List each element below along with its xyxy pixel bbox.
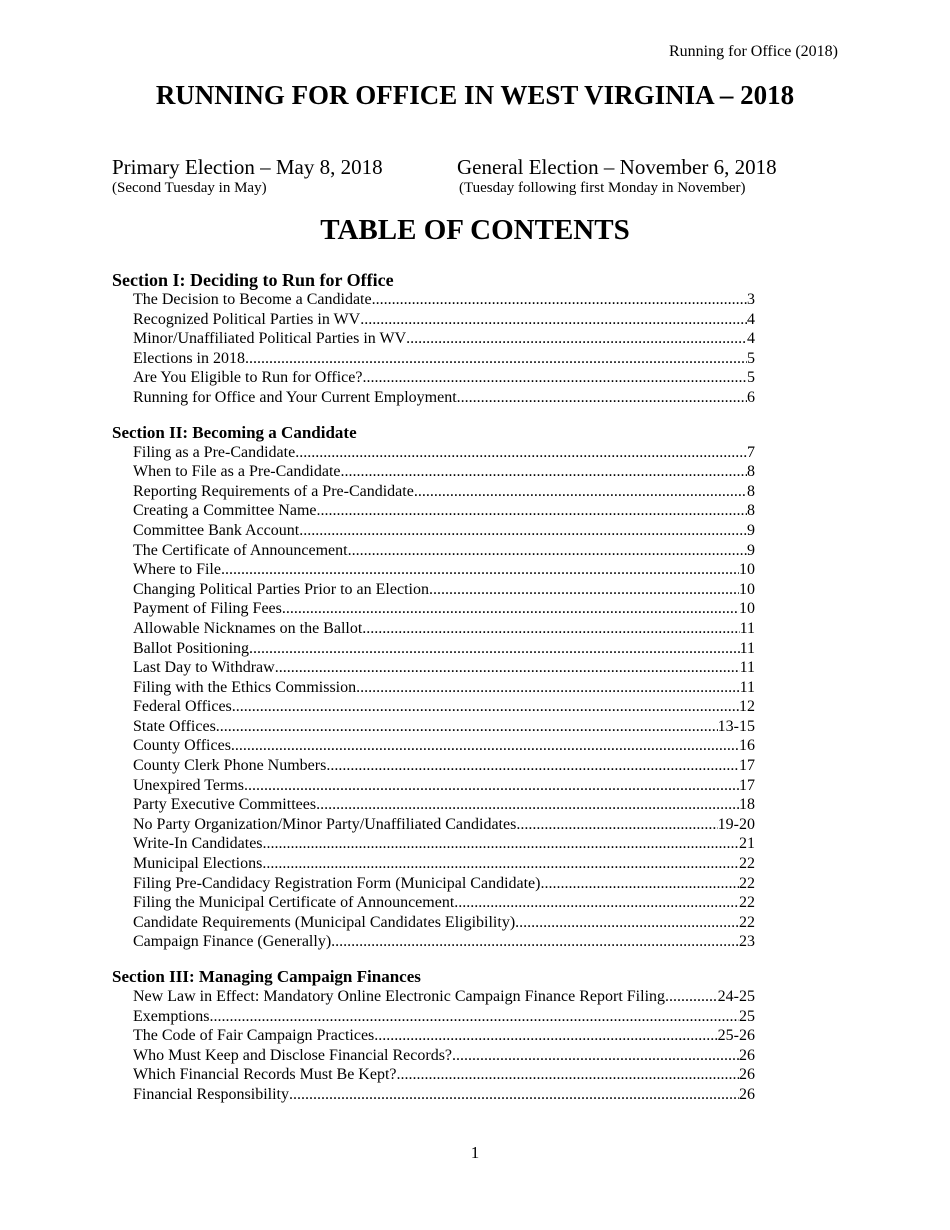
toc-entry[interactable]: [133, 639, 755, 659]
toc-entry[interactable]: [133, 599, 755, 619]
dot-leader: [515, 913, 739, 933]
toc-entry[interactable]: [133, 349, 755, 369]
dot-leader: [231, 736, 739, 756]
toc-entry[interactable]: [133, 388, 755, 408]
section-heading: Section II: Becoming a Candidate: [112, 422, 357, 442]
dot-leader: [457, 388, 747, 408]
toc-entry-page: 26: [739, 1046, 755, 1064]
toc-entry-label: County Offices: [133, 737, 231, 755]
toc-entry[interactable]: [133, 678, 755, 698]
dot-leader: [216, 717, 718, 737]
toc-entry-page: 8: [747, 482, 755, 500]
dot-leader: [454, 893, 739, 913]
toc-entry[interactable]: [133, 443, 755, 463]
section-heading: Section I: Deciding to Run for Office: [112, 270, 394, 290]
toc-entry[interactable]: [133, 736, 755, 756]
primary-election-note: (Second Tuesday in May): [112, 180, 267, 196]
toc-entry-label: Federal Offices: [133, 698, 232, 716]
toc-entry-label: Creating a Committee Name: [133, 502, 317, 520]
toc-entry-page: 10: [739, 561, 755, 579]
toc-entry[interactable]: [133, 329, 755, 349]
dot-leader: [665, 987, 718, 1007]
toc-entry[interactable]: [133, 310, 755, 330]
toc-entry-label: Candidate Requirements (Municipal Candidates Eligibility): [133, 913, 516, 931]
toc-entry[interactable]: [133, 482, 755, 502]
toc-entry-page: 11: [739, 678, 755, 696]
toc-entry-label: Filing the Municipal Certificate of Announcement: [133, 894, 455, 912]
toc-entry-label: Financial Responsibility: [133, 1085, 289, 1103]
toc-entry-page: 4: [747, 310, 755, 328]
dot-leader: [372, 290, 747, 310]
toc-entry-page: 11: [739, 619, 755, 637]
dot-leader: [289, 1085, 739, 1105]
dot-leader: [374, 1026, 717, 1046]
toc-entry-label: Changing Political Parties Prior to an Election: [133, 580, 429, 598]
dot-leader: [406, 329, 747, 349]
toc-entry[interactable]: [133, 795, 755, 815]
dot-leader: [516, 815, 717, 835]
toc-entry-label: Which Financial Records Must Be Kept?: [133, 1066, 397, 1084]
dot-leader: [341, 462, 748, 482]
toc-entry-page: 5: [747, 349, 755, 367]
toc-entry-label: Allowable Nicknames on the Ballot: [133, 619, 363, 637]
dot-leader: [326, 756, 739, 776]
toc-entry-page: 7: [747, 443, 755, 461]
toc-entry-label: Where to File: [133, 561, 221, 579]
dot-leader: [244, 776, 739, 796]
toc-entry[interactable]: [133, 834, 755, 854]
toc-entry-label: Who Must Keep and Disclose Financial Records?: [133, 1046, 453, 1064]
toc-entry-page: 9: [747, 521, 755, 539]
dot-leader: [209, 1007, 739, 1027]
toc-entry[interactable]: [133, 756, 755, 776]
primary-election: [112, 154, 383, 196]
toc-entry-label: Write-In Candidates: [133, 835, 263, 853]
toc-entry-page: 19-20: [717, 815, 755, 833]
toc-entry-page: 11: [739, 639, 755, 657]
toc-entry-page: 11: [739, 659, 755, 677]
toc-section: [112, 270, 755, 408]
general-election-date: General Election – November 6, 2018: [457, 155, 777, 179]
toc-entry[interactable]: [133, 462, 755, 482]
dot-leader: [362, 368, 747, 388]
primary-election-date: Primary Election – May 8, 2018: [112, 155, 383, 179]
page-number: 1: [470, 1143, 480, 1162]
toc-entry-page: 4: [747, 330, 755, 348]
toc-entry-page: 10: [739, 600, 755, 618]
toc-entry-label: State Offices: [133, 717, 216, 735]
toc-entry-page: 24-25: [717, 988, 755, 1005]
toc-entry[interactable]: [133, 1026, 755, 1046]
toc-entry-label: Committee Bank Account: [133, 521, 300, 539]
general-election: [457, 154, 777, 196]
toc-entry[interactable]: [133, 290, 755, 310]
dot-leader: [262, 854, 739, 874]
toc-entry-label: Ballot Positioning: [133, 639, 250, 657]
toc-entry[interactable]: [133, 501, 755, 521]
toc-entry-label: The Decision to Become a Candidate: [133, 291, 372, 308]
toc-entry[interactable]: [133, 1065, 755, 1085]
toc-entry-label: Recognized Political Parties in WV: [133, 310, 361, 328]
toc-entry[interactable]: [133, 874, 755, 894]
toc-entry-label: Last Day to Withdraw: [133, 659, 275, 677]
toc-section: [112, 423, 755, 952]
toc-entry-label: Filing Pre-Candidacy Registration Form (Municipal Candidate): [133, 874, 541, 892]
dot-leader: [397, 1065, 740, 1085]
dot-leader: [232, 697, 739, 717]
toc-entry-label: New Law in Effect: Mandatory Online Electronic Campaign Finance Report Filing: [133, 988, 666, 1005]
toc-entry-label: Campaign Finance (Generally): [133, 933, 332, 951]
toc-entry-page: 13-15: [717, 717, 755, 735]
dot-leader: [316, 795, 739, 815]
dot-leader: [263, 834, 739, 854]
toc-entry-page: 5: [747, 369, 755, 387]
toc-entry[interactable]: [133, 717, 755, 737]
toc-entry-label: Reporting Requirements of a Pre-Candidate: [133, 482, 414, 500]
dot-leader: [249, 639, 740, 659]
dot-leader: [348, 541, 747, 561]
toc-entry-page: 22: [739, 913, 755, 931]
toc-entry[interactable]: [133, 521, 755, 541]
toc-section: [112, 967, 755, 1105]
toc-entry-page: 17: [739, 776, 755, 794]
toc-entry[interactable]: [133, 658, 755, 678]
dot-leader: [540, 874, 739, 894]
toc-entry[interactable]: [133, 913, 755, 933]
toc-entry-page: 12: [739, 698, 755, 716]
toc-entry-label: Unexpired Terms: [133, 776, 244, 794]
dot-leader: [356, 678, 739, 698]
toc-entry-page: 23: [739, 933, 755, 951]
toc-entry-label: The Code of Fair Campaign Practices: [133, 1027, 375, 1045]
dot-leader: [282, 599, 739, 619]
toc-entry[interactable]: [133, 987, 755, 1007]
dot-leader: [317, 501, 748, 521]
toc-entry-page: 8: [747, 502, 755, 520]
dot-leader: [245, 349, 747, 369]
toc-entry-label: Elections in 2018: [133, 349, 245, 367]
toc-title: TABLE OF CONTENTS: [320, 214, 630, 246]
dot-leader: [295, 443, 747, 463]
toc-entry-page: 21: [739, 835, 755, 853]
toc-entry[interactable]: [133, 1046, 755, 1066]
dot-leader: [452, 1046, 739, 1066]
toc-entry-page: 22: [739, 874, 755, 892]
toc-entry[interactable]: [133, 854, 755, 874]
toc-entry-page: 8: [747, 463, 755, 481]
dot-leader: [299, 521, 747, 541]
dot-leader: [331, 932, 739, 952]
section-heading: Section III: Managing Campaign Finances: [112, 967, 421, 986]
dot-leader: [275, 658, 740, 678]
toc-entry-label: County Clerk Phone Numbers: [133, 757, 327, 775]
toc-entry-page: 22: [739, 855, 755, 873]
toc-entry-label: Minor/Unaffiliated Political Parties in WV: [133, 330, 407, 348]
toc-entry-page: 9: [747, 541, 755, 559]
toc-entry-label: Are You Eligible to Run for Office?: [133, 369, 363, 387]
general-election-note: (Tuesday following first Monday in November): [459, 180, 746, 196]
toc-entry[interactable]: [133, 815, 755, 835]
toc-entry-label: Party Executive Committees: [133, 796, 317, 814]
table-of-contents: [112, 270, 755, 1120]
toc-entry-page: 17: [739, 757, 755, 775]
toc-entry[interactable]: [133, 1085, 755, 1105]
toc-entry[interactable]: [133, 619, 755, 639]
toc-entry[interactable]: [133, 541, 755, 561]
toc-entry-page: 26: [739, 1066, 755, 1084]
toc-entry-label: Filing as a Pre-Candidate: [133, 443, 296, 461]
toc-entry[interactable]: [133, 776, 755, 796]
toc-entry-label: Exemptions: [133, 1007, 210, 1025]
toc-entry[interactable]: [133, 932, 755, 952]
toc-entry-page: 3: [747, 291, 755, 308]
toc-entry-label: When to File as a Pre-Candidate: [133, 463, 341, 481]
toc-entry-label: The Certificate of Announcement: [133, 541, 348, 559]
toc-entry[interactable]: [133, 368, 755, 388]
toc-entry-page: 22: [739, 894, 755, 912]
toc-entry-page: 10: [739, 580, 755, 598]
toc-entry-page: 25-26: [717, 1027, 755, 1045]
dot-leader: [429, 580, 739, 600]
toc-entry-label: Payment of Filing Fees: [133, 600, 282, 618]
toc-entry-label: Filing with the Ethics Commission: [133, 678, 357, 696]
toc-entry[interactable]: [133, 560, 755, 580]
dot-leader: [414, 482, 747, 502]
toc-entry-page: 16: [739, 737, 755, 755]
toc-entry[interactable]: [133, 580, 755, 600]
dot-leader: [221, 560, 739, 580]
toc-entry[interactable]: [133, 697, 755, 717]
document-title: RUNNING FOR OFFICE IN WEST VIRGINIA – 2018: [155, 80, 795, 110]
toc-entry-page: 18: [739, 796, 755, 814]
toc-entry-page: 25: [739, 1007, 755, 1025]
toc-entry[interactable]: [133, 1007, 755, 1027]
dot-leader: [360, 310, 747, 330]
toc-entry-label: No Party Organization/Minor Party/Unaffiliated Candidates: [133, 815, 517, 833]
toc-entry[interactable]: [133, 893, 755, 913]
toc-entry-page: 6: [747, 388, 755, 406]
toc-entry-label: Running for Office and Your Current Employment: [133, 388, 457, 406]
toc-entry-label: Municipal Elections: [133, 855, 263, 873]
dot-leader: [362, 619, 739, 639]
toc-entry-page: 26: [739, 1085, 755, 1103]
running-header: Running for Office (2018): [669, 43, 838, 60]
